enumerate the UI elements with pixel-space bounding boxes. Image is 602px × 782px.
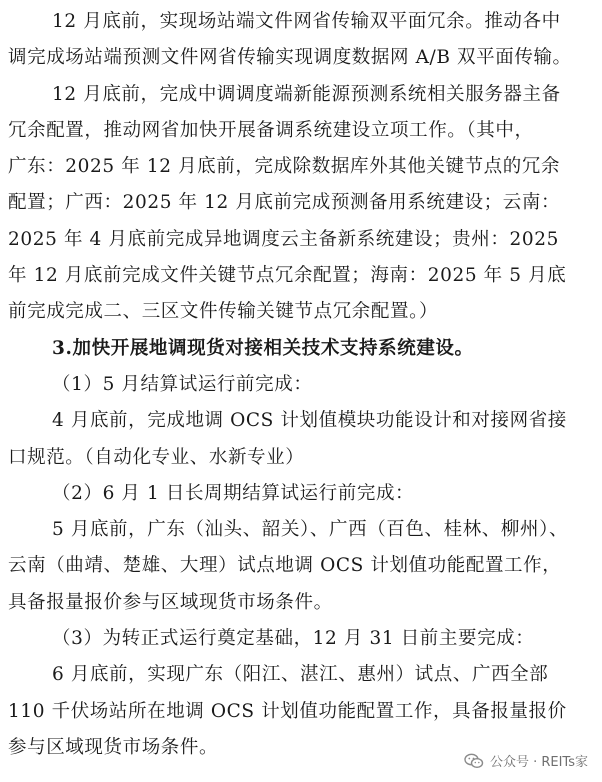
paragraph-line: 前完成完成二、三区文件传输关键节点冗余配置。） — [8, 301, 439, 323]
paragraph-line: 广东：2025 年 12 月底前，完成除数据库外其他关键节点的冗余 — [8, 156, 561, 178]
paragraph-line: 12 月底前，实现场站端文件网省传输双平面冗余。推动各中 — [52, 11, 561, 32]
paragraph-line: 口规范。（自动化专业、水新专业） — [8, 446, 305, 468]
paragraph-line: 2025 年 4 月底前完成异地调度云主备新系统建设；贵州：2025 — [8, 228, 559, 250]
paragraph-line: 参与区域现货市场条件。 — [8, 736, 219, 758]
document-body — [8, 4, 594, 766]
watermark — [464, 751, 588, 770]
paragraph-line: 冗余配置，推动网省加快开展备调系统建设立项工作。（其中， — [8, 119, 534, 141]
section-heading: 3.加快开展地调现货对接相关技术支持系统建设。 — [52, 337, 474, 359]
wechat-icon — [464, 753, 484, 769]
paragraph-line: 6 月底前，实现广东（阳江、湛江、惠州）试点、广西全部 — [52, 664, 549, 686]
paragraph-line: 年 12 月底前完成文件关键节点冗余配置；海南：2025 年 5 月底 — [8, 265, 567, 287]
watermark-text: 公众号 · REITs家 — [489, 755, 588, 770]
subsection-heading: （3）为转正式运行奠定基础，12 月 31 日前主要完成： — [52, 628, 535, 650]
paragraph-line: 12 月底前，完成中调调度端新能源预测系统相关服务器主备 — [52, 83, 561, 105]
paragraph-line: 具备报量报价参与区域现货市场条件。 — [8, 591, 333, 613]
subsection-heading: （2）6 月 1 日长周期结算试运行前完成： — [52, 482, 415, 504]
paragraph-line: 配置；广西：2025 年 12 月底前完成预测备用系统建设；云南： — [8, 192, 561, 214]
paragraph-line: 调完成场站端预测文件网省传输实现调度数据网 A/B 双平面传输。 — [8, 47, 572, 69]
paragraph-line: 5 月底前，广东（汕头、韶关）、广西（百色、桂林、柳州）、 — [52, 519, 569, 541]
subsection-heading: （1）5 月结算试运行前完成： — [52, 373, 313, 395]
paragraph-line: 4 月底前，完成地调 OCS 计划值模块功能设计和对接网省接 — [52, 410, 567, 432]
paragraph-line: 110 千伏场站所在地调 OCS 计划值功能配置工作，具备报量报价 — [8, 700, 567, 722]
paragraph-line: 云南（曲靖、楚雄、大理）试点地调 OCS 计划值功能配置工作， — [8, 555, 562, 577]
